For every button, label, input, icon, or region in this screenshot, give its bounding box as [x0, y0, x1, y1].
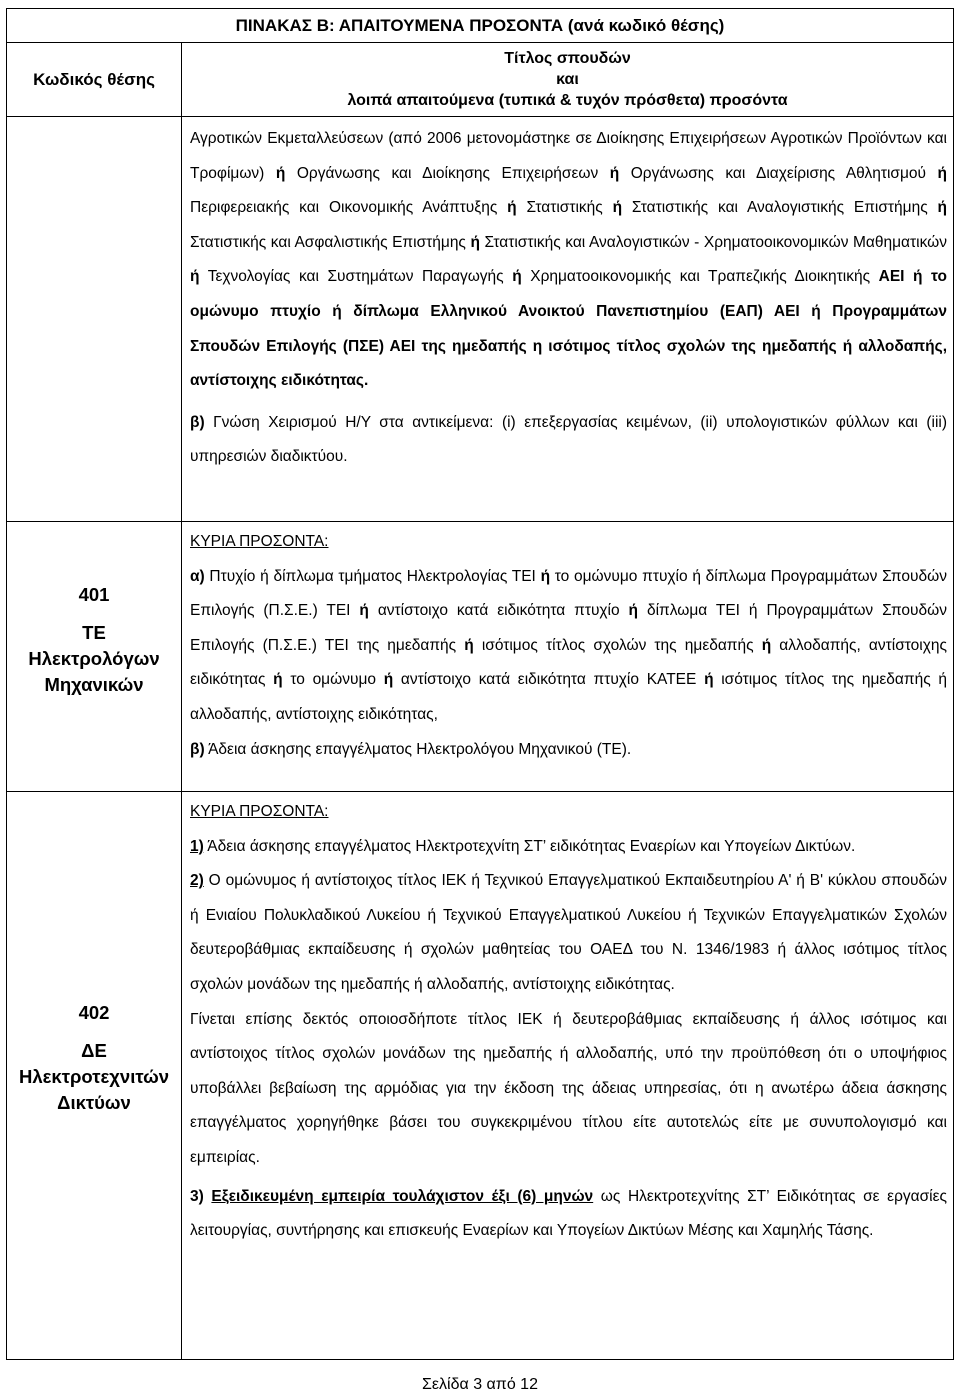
- header-desc-line3: λοιπά απαιτούμενα (τυπικά & τυχόν πρόσθετα) προσόντα: [347, 92, 788, 109]
- qualifications-cell: [182, 792, 954, 1360]
- header-code: Κωδικός θέσης: [7, 43, 182, 117]
- qualification-paragraph-3: 3) Εξειδικευμένη εμπειρία τουλάχιστον έξι (6) μηνών ως Ηλεκτροτεχνίτης ΣΤ’ Ειδικότητας σε εργασίες λειτουργίας, συντήρησης και επισκευής Εναερίων και Υπογείων Δικτύων Μέσης και Χαμηλής Τάσης.: [190, 1187, 948, 1240]
- code-cell-401: [7, 522, 182, 792]
- position-category: ΤΕ: [82, 622, 106, 643]
- qualification-paragraph-a: Αγροτικών Εκμεταλλεύσεων (από 2006 μετονομάστηκε σε Διοίκησης Επιχειρήσεων Αγροτικών Προϊόντων και Τροφίμων) ή Οργάνωσης και Διοίκησης Επιχειρήσεων ή Οργάνωσης και Διαχείρισης Αθλητισμού ή Περιφερειακής και Οικονομικής Ανάπτυξης ή Στατιστικής ή Στατιστικής και Αναλογιστικής Επιστήμης ή Στατιστικής και Ασφαλιστικής Επιστήμης ή Στατιστικής και Αναλογιστικών - Χρηματοοικονομικών Μαθηματικών ή Τεχνολογίας και Συστημάτων Παραγωγής ή Χρηματοοικονομικής και Τραπεζικής Διοικητικής ΑΕΙ ή το ομώνυμο πτυχίο ή δίπλωμα Ελληνικού Ανοικτού Πανεπιστημίου (ΕΑΠ) ΑΕΙ ή Προγραμμάτων Σπουδών Επιλογής (ΠΣΕ) ΑΕΙ της ημεδαπής η ισότιμος τίτλος σχολών της ημεδαπής ή αλλοδαπής, αντίστοιχης ειδικότητας.: [190, 130, 948, 390]
- page-footer: Σελίδα 3 από 12: [422, 1376, 538, 1393]
- table-row: [7, 522, 954, 792]
- qualification-paragraph-b: β) Γνώση Χειρισμού Η/Υ στα αντικείμενα: (i) επεξεργασίας κειμένων, (ii) υπολογιστικών φύλλων και (iii) υπηρεσιών διαδικτύου.: [190, 413, 947, 466]
- qualifications-cell: [182, 522, 954, 792]
- position-specialty-1: Ηλεκτρολόγων: [28, 648, 160, 669]
- table-row: [7, 792, 954, 1360]
- position-specialty-1: Ηλεκτροτεχνιτών: [18, 1066, 169, 1087]
- position-code: 402: [78, 1002, 110, 1023]
- position-category: ΔΕ: [81, 1040, 107, 1061]
- code-cell-empty: [7, 117, 182, 522]
- qualification-paragraph-a: α) Πτυχίο ή δίπλωμα τμήματος Ηλεκτρολογίας ΤΕΙ ή το ομώνυμο πτυχίο ή δίπλωμα Προγραμμάτων Σπουδών Επιλογής (Π.Σ.Ε.) ΤΕΙ ή αντίστοιχο κατά ειδικότητα πτυχίο ή δίπλωμα ΤΕΙ ή Προγραμμάτων Σπουδών Επιλογής (Π.Σ.Ε.) ΤΕΙ της ημεδαπής ή ισότιμος τίτλος σχολών της ημεδαπής ή αλλοδαπής, αντίστοιχης ειδικότητας ή το ομώνυμο ή αντίστοιχο κατά ειδικότητα πτυχίο ΚΑΤΕΕ ή ισότιμος τίτλος της ημεδαπής ή αλλοδαπής, αντίστοιχης ειδικότητας,: [190, 567, 947, 723]
- section-heading: ΚΥΡΙΑ ΠΡΟΣΟΝΤΑ:: [190, 533, 329, 550]
- qualification-paragraph-2b: Γίνεται επίσης δεκτός οποιοσδήποτε τίτλος ΙΕΚ ή δευτεροβάθμιας εκπαίδευσης ή άλλος ισότιμος και αντίστοιχος τίτλος σχολών μονάδων της ημεδαπής ή αλλοδαπής, υπό την προϋπόθεση ότι ο υποψήφιος υποβάλλει βεβαίωση της αρμόδιας για την έκδοση της άδειας υπηρεσίας, ότι η ανωτέρω άδεια άσκησης επαγγέλματος χορηγήθηκε βάσει του συγκεκριμένου τίτλου είτε αυτοτελώς είτε με συνυπολογισμό και εμπειρίας.: [190, 1010, 947, 1166]
- header-desc-line1: Τίτλος σπουδών: [504, 50, 631, 67]
- header-description: [182, 43, 954, 117]
- code-cell-402: [7, 792, 182, 1360]
- requirements-table: [6, 8, 954, 1360]
- qualification-paragraph-b: β) Άδεια άσκησης επαγγέλματος Ηλεκτρολόγου Μηχανικού (ΤΕ).: [190, 740, 632, 758]
- section-heading: ΚΥΡΙΑ ΠΡΟΣΟΝΤΑ:: [190, 803, 329, 820]
- qualification-paragraph-1: 1) Άδεια άσκησης επαγγέλματος Ηλεκτροτεχνίτη ΣΤ’ ειδικότητας Εναερίων και Υπογείων Δικτύων.: [190, 837, 856, 855]
- table-row: [7, 117, 954, 522]
- position-code: 401: [78, 584, 110, 605]
- qualification-paragraph-2: 2) Ο ομώνυμος ή αντίστοιχος τίτλος ΙΕΚ ή Τεχνικού Επαγγελματικού Εκπαιδευτηρίου Α' ή Β' κύκλου σπουδών ή Ενιαίου Πολυκλαδικού Λυκείου ή Τεχνικού Επαγγελματικού Λυκείου ή Τεχνικών Επαγγελματικών Σχολών δευτεροβάθμιας εκπαίδευσης ή σχολών μαθητείας του ΟΑΕΔ του Ν. 1346/1983 ή άλλος ισότιμος τίτλος σχολών μονάδων της ημεδαπής ή αλλοδαπής, αντίστοιχης ειδικότητας.: [190, 872, 947, 993]
- table-title: ΠΙΝΑΚΑΣ Β: ΑΠΑΙΤΟΥΜΕΝΑ ΠΡΟΣΟΝΤΑ (ανά κωδικό θέσης): [7, 9, 954, 43]
- qualifications-cell: [182, 117, 954, 522]
- header-desc-line2: και: [556, 71, 579, 88]
- position-specialty-2: Δικτύων: [57, 1092, 131, 1113]
- position-specialty-2: Μηχανικών: [44, 674, 144, 695]
